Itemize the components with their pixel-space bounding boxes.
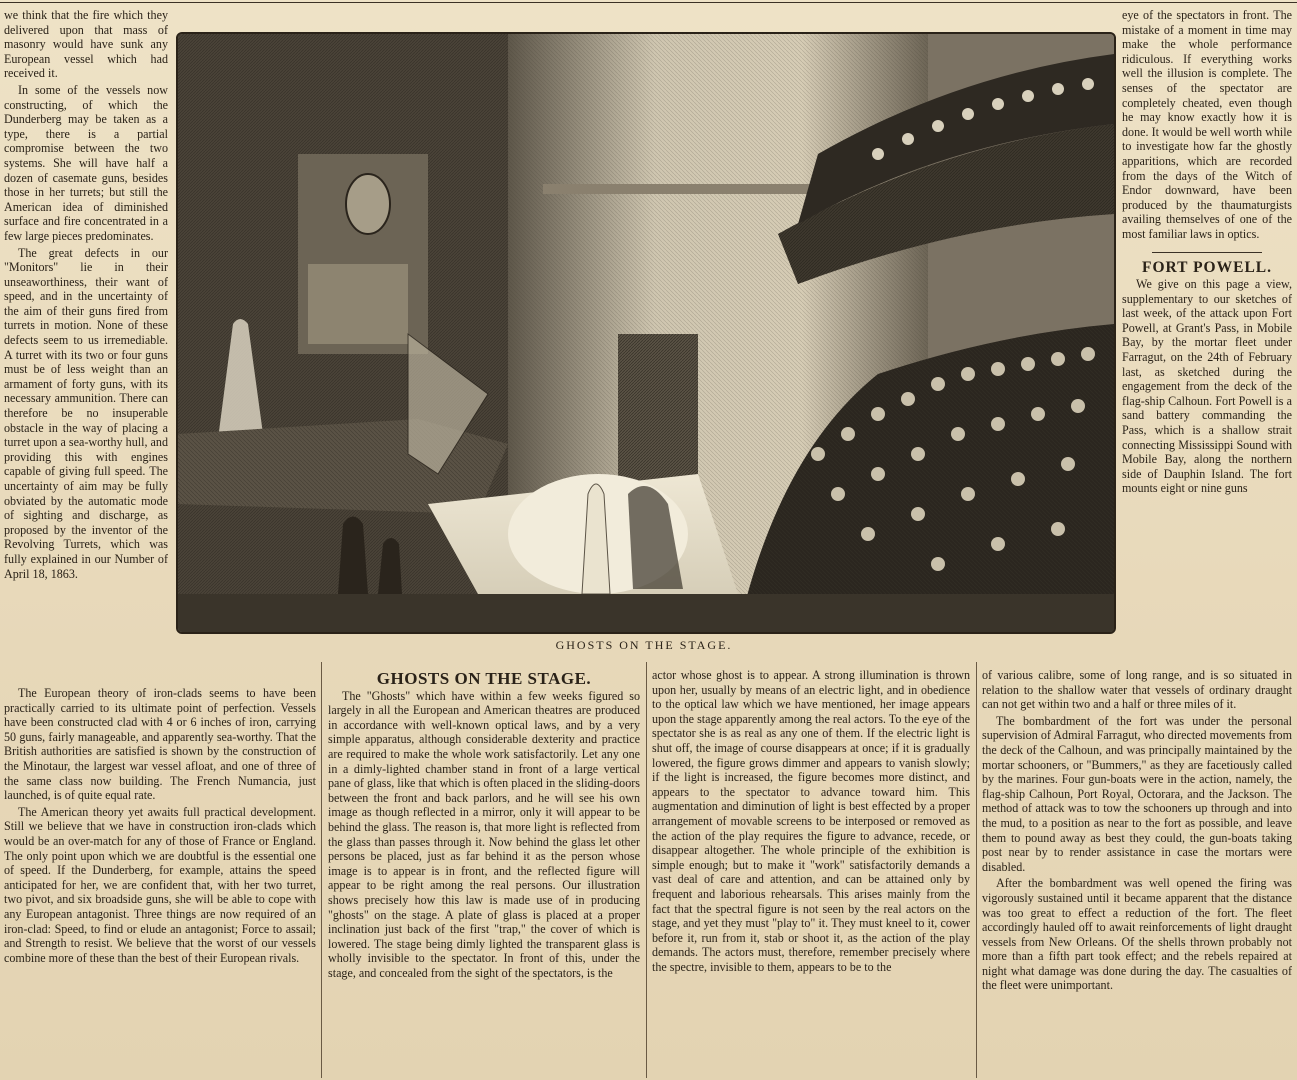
illustration-caption: GHOSTS ON THE STAGE.	[555, 638, 733, 652]
bottom-col1-paragraph-1: The European theory of iron-clads seems to have been practically carried to its ultimate point of perfection. Vessels have been constructed clad with 4 or 6 inches of iron, carrying 50 guns, fairly manageable, and apparently sea-worthy. That the British authorities are satisfied is shown by the construction of the Minotaur, the largest war vessel afloat, and one of three of the same class now building. The French Numancia, just launched, is of quite equal rate.	[4, 686, 316, 803]
bottom-col4-paragraph-3: After the bombardment was well opened the firing was vigorously sustained until it became apparent that the distance was too great to effect a reduction of the fort. The fleet accordingly hauled off to await reinforcements of light draught vessels from New Orleans. Of the shells thrown probably not more than a fifth part took effect; and the rebels repaired at night what damage was done during the day. The casualties of the fleet were unimportant.	[982, 876, 1292, 993]
column-rule-1	[321, 662, 322, 1078]
ghosts-article-heading: GHOSTS ON THE STAGE.	[376, 672, 592, 688]
bottom-col4-paragraph-1: of various calibre, some of long range, and is so situated in relation to the shallow water that vessels of ordinary draught can not get within two and a half or three miles of it.	[982, 668, 1292, 712]
left-column	[4, 8, 168, 668]
right-paragraph-1: eye of the spectators in front. The mistake of a moment in time may make the whole performance ridiculous. If everything works well the illusion is complete. The senses of the spectator are completely cheated, even though he may know exactly how it is done. It would be well worth while to investigate how far the ghostly apparitions, which are recorded from the days of the Witch of Endor downward, have been produced by the thaumaturgists availing themselves of one of the most familiar laws in optics.	[1122, 8, 1292, 241]
bottom-column-3	[652, 668, 970, 1078]
column-rule-2	[646, 662, 647, 1078]
left-paragraph-3: The great defects in our "Monitors" lie in their unseaworthiness, their want of speed, and in the uncertainty of the aim of their guns fired from turrets in motion. None of these defects seem to us irremediable. A turret with its two or four guns must be of less weight than an armament of forty guns, with its necessary ammunition. There can therefore be no insuperable obstacle in the way of placing a turret upon a sea-worthy hull, and providing this with engines capable of giving full speed. The uncertainty of aim may be fully obviated by the automatic mode of sighting and discharge, as proposed by the inventor of the Revolving Turrets, which was fully explained in our Number of April 18, 1863.	[4, 245, 168, 581]
ghosts-on-stage-engraving	[176, 32, 1116, 634]
bottom-col3-paragraph-1: actor whose ghost is to appear. A strong illumination is thrown upon her, usually by means of an electric light, and in obedience to the optical law which we have mentioned, her image appears upon the stage apparently among the real actors. To the eye of the spectator she is as real as any one of them. If the electric light is shut off, the image of course disappears at once; if it is gradually lowered, the figure grows dimmer and appears to vanish slowly; if the light is increased, the figure becomes more distinct, and appears to the spectator to advance toward him. This augmentation and diminution of light is best effected by a proper arrangement of movable screens to be interposed or removed as the action of the play requires the figure to advance, recede, or disappear altogether. The whole principle of the exhibition is simple enough; but to make it "work" satisfactorily demands a vast deal of care and attention, and can be attained only by frequent and laborious rehearsals. This arises mainly from the fact that the spectral figure is not seen by the real actors on the stage, and yet they must "play to" it. They must kneel to it, cower before it, run from it, stab or shoot it, as the action of the play demands. The actors must, therefore, remember precisely where the spectre, invisible to them, appears to be to the	[652, 668, 970, 974]
bottom-column-1	[4, 686, 316, 1078]
left-paragraph-2: In some of the vessels now constructing, of which the Dunderberg may be taken as a type, there is a partial compromise between the two systems. She will have half a dozen of casemate guns, besides those in her turrets; but still the American idea of diminished surface and fire concentrated in a few large pieces predominates.	[4, 82, 168, 243]
top-rule	[0, 2, 1297, 3]
left-paragraph-1: we think that the fire which they delivered upon that mass of masonry would have sunk any European vessel which had received it.	[4, 8, 168, 81]
fort-powell-paragraph-1: We give on this page a view, supplementary to our sketches of last week, of the attack upon Fort Powell, at Grant's Pass, in Mobile Bay, by the mortar fleet under Farragut, on the 24th of February last, as sketched during the engagement from the deck of the flag-ship Calhoun. Fort Powell is a sand battery commanding the Pass, which is a shallow strait connecting Mississippi Sound with Mobile Bay, along the northern side of Dauphin Island. The fort mounts eight or nine guns	[1122, 277, 1292, 496]
bottom-col2-paragraph-1: The "Ghosts" which have within a few weeks figured so largely in all the European and American theatres are produced in accordance with well-known optical laws, and by a very simple apparatus, although considerable dexterity and practice are required to make the whole work satisfactorily. Let any one in a dimly-lighted chamber stand in front of a large vertical pane of glass, like that which is often placed in the sliding-doors between the front and back parlors, and he will see his own image as though reflected in a mirror, only it will appear to be behind the glass. The reason is, that more light is reflected from the glass than passes through it. Now behind the glass let other persons be placed, just as far behind it as the person whose image is to appear is in front, and the reflected figure will appear to be right among the real persons. Our illustration shows precisely how this law is made use of in producing "ghosts" on the stage. A plate of glass is placed at a proper inclination just back of the first "trap," the cover of which is lowered. The stage being dimly lighted the transparent glass is wholly invisible to the spectator. In front of this, under the stage, and concealed from the sight of the spectators, is the	[328, 688, 640, 980]
bottom-col1-paragraph-2: The American theory yet awaits full practical development. Still we believe that we have in construction iron-clads which would be an over-match for any of those of France or England. The only point upon which we are doubtful is the essential one of speed. If the Dunderberg, for example, attains the speed anticipated for her, we are confident that, with her two turret, two pivot, and six broadside guns, she will be able to cope with any European antagonist. Three things are now required of an iron-clad: Speed, to find or elude an antagonist; Force to assail; and Strength to resist. We believe that the worst of our vessels combine more of these than the best of their European rivals.	[4, 804, 316, 965]
section-rule	[1152, 252, 1262, 253]
bottom-column-4	[982, 668, 1292, 1078]
bottom-column-2	[328, 672, 640, 1078]
bottom-col4-paragraph-2: The bombardment of the fort was under the personal supervision of Admiral Farragut, who directed movements from the deck of the Calhoun, and was principally maintained by the mortar schooners, or "Bummers," as they are facetiously called by the marines. Four gun-boats were in the action, namely, the flag-ship Calhoun, Port Royal, Octorara, and the Jackson. The method of attack was to tow the schooners up through and into the mud, to a position as near to the fort as possible, and leave them to pound away as best they could, the gun-boats taking post near by to render assistance in case the mortars were disabled.	[982, 713, 1292, 874]
fort-powell-heading: FORT POWELL.	[1141, 258, 1273, 276]
right-column	[1122, 8, 1292, 678]
column-rule-3	[976, 662, 977, 1078]
